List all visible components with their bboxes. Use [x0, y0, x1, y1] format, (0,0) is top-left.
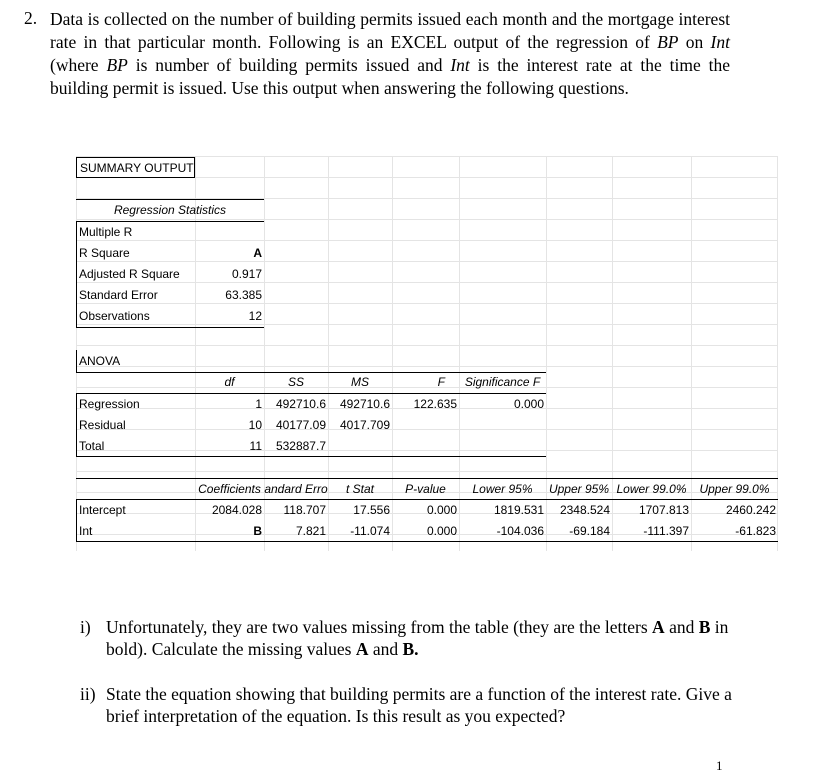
- stat-label: R Square: [79, 246, 130, 260]
- anova-df: 10: [248, 418, 262, 432]
- coef-value: 0.000: [426, 503, 457, 517]
- intro-text: (where: [50, 55, 107, 75]
- coef-header: andard Erro: [264, 482, 328, 496]
- sub-question-label: ii): [80, 684, 96, 704]
- var-bp: BP: [657, 32, 679, 52]
- coef-header: t Stat: [345, 482, 374, 496]
- coef-header: Upper 99.0%: [699, 482, 770, 496]
- coef-value: 17.556: [353, 503, 390, 517]
- stat-value: 0.917: [231, 267, 262, 281]
- coef-value: -111.397: [643, 524, 689, 538]
- stat-value: 63.385: [225, 288, 262, 302]
- missing-value-a: A: [253, 246, 262, 260]
- coef-header: Upper 95%: [548, 482, 610, 496]
- stat-value: 12: [248, 309, 262, 323]
- stat-label: Standard Error: [79, 288, 158, 302]
- anova-header: SS: [287, 375, 304, 389]
- question-number: 2.: [24, 8, 38, 28]
- coef-value: 2460.242: [725, 503, 776, 517]
- coef-value: -104.036: [496, 524, 544, 538]
- intro-text: is number of building permits issued and: [127, 55, 451, 75]
- summary-title: SUMMARY OUTPUT: [76, 157, 195, 178]
- reg-stats-title: Regression Statistics: [113, 203, 227, 217]
- coef-header: P-value: [405, 482, 446, 496]
- var-bp: BP: [106, 55, 128, 75]
- anova-header: F: [437, 375, 445, 389]
- anova-header: df: [224, 375, 235, 389]
- intro-text: is the interest rate at the time the building permit is issued. Use this output when answering the following questions.: [50, 55, 731, 98]
- sub-question-text: Unfortunately, they are two values missing from the table (they are the letters: [106, 617, 653, 637]
- coef-value: 1819.531: [493, 503, 544, 517]
- anova-df: 1: [255, 397, 262, 411]
- sub-question-label: i): [80, 617, 91, 637]
- coef-header: Lower 95%: [472, 482, 533, 496]
- anova-sig: 0.000: [513, 397, 544, 411]
- coef-value: -11.074: [350, 524, 390, 538]
- anova-df: 11: [249, 439, 262, 453]
- var-int: Int: [710, 32, 730, 52]
- anova-header: MS: [351, 375, 369, 389]
- stat-label: Multiple R: [79, 225, 133, 239]
- anova-header: Significance F: [464, 375, 541, 389]
- coef-value: -61.823: [735, 524, 776, 538]
- coef-value: 1707.813: [638, 503, 689, 517]
- anova-ss: 40177.09: [275, 418, 326, 432]
- question-intro: [50, 8, 730, 100]
- sub-question-text: in bold). Calculate the missing values: [106, 617, 729, 659]
- bold-b: B.: [402, 639, 419, 659]
- sub-question-ii: [82, 683, 742, 727]
- anova-row-label: Total: [79, 439, 105, 453]
- anova-row-label: Residual: [79, 418, 126, 432]
- sub-question-text: and: [664, 617, 699, 637]
- sub-question-text: State the equation showing that building permits are a function of the interest rate. Give a brief interpretation of the equation. Is this result as you expected?: [106, 684, 732, 726]
- sub-question-i: [82, 616, 742, 660]
- coef-row-label: Int: [79, 524, 93, 538]
- page-number: 1: [716, 758, 723, 773]
- coef-header: Lower 99.0%: [616, 482, 687, 496]
- coef-header: Coefficients: [198, 482, 261, 496]
- anova-ms: 4017.709: [339, 418, 390, 432]
- anova-ss: 532887.7: [275, 439, 326, 453]
- intro-text: Data is collected on the number of building permits issued each month and the mortgage interest rate in that particular month. Following is an EXCEL output of the regression of: [50, 9, 730, 52]
- coef-row-label: Intercept: [79, 503, 126, 517]
- anova-ms: 492710.6: [339, 397, 390, 411]
- coef-value: 2348.524: [559, 503, 610, 517]
- bold-b: B: [698, 617, 711, 637]
- coef-value: 118.707: [283, 503, 326, 517]
- excel-summary-output: [76, 156, 778, 551]
- stat-value: [195, 222, 264, 243]
- anova-f: 122.635: [413, 397, 457, 411]
- coef-value: 7.821: [295, 524, 326, 538]
- anova-row-label: Regression: [79, 397, 140, 411]
- anova-title: ANOVA: [79, 354, 121, 368]
- intro-text: on: [678, 32, 711, 52]
- anova-ss: 492710.6: [275, 397, 326, 411]
- stat-label: Adjusted R Square: [79, 267, 180, 281]
- bold-a: A: [652, 617, 665, 637]
- bold-a: A: [355, 639, 369, 659]
- sub-question-text: and: [368, 639, 403, 659]
- coef-value: -69.184: [569, 524, 610, 538]
- var-int: Int: [450, 55, 470, 75]
- stat-label: Observations: [79, 309, 150, 323]
- missing-value-b: B: [253, 524, 262, 538]
- coef-value: 2084.028: [211, 503, 262, 517]
- coef-value: 0.000: [426, 524, 457, 538]
